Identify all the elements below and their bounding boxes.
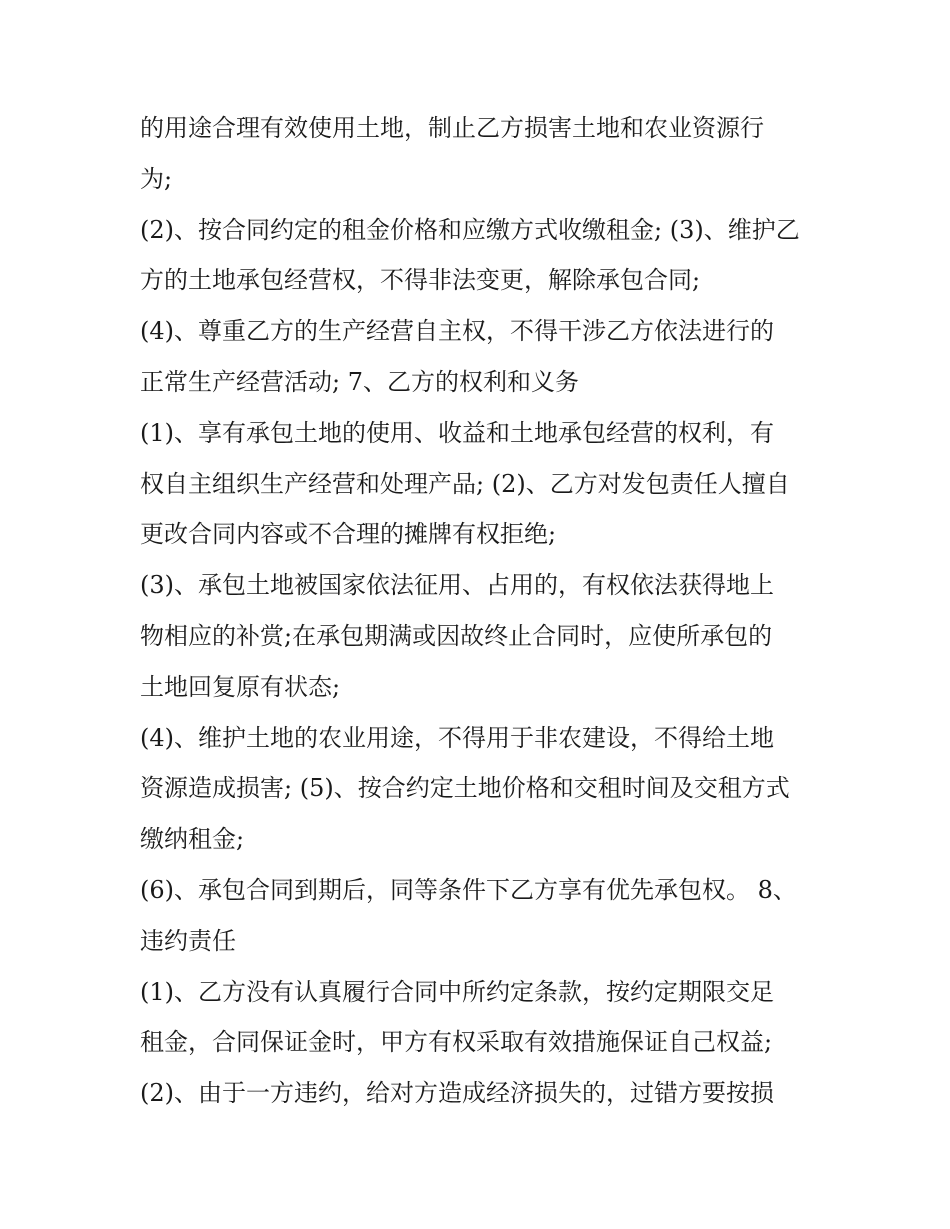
text-line: 资源造成损害; (5)、按合约定土地价格和交租时间及交租方式 <box>140 774 790 803</box>
text-line: (1)、乙方没有认真履行合同中所约定条款，按约定期限交足 <box>140 977 774 1006</box>
text-line: 更改合同内容或不合理的摊牌有权拒绝; <box>140 520 557 549</box>
text-line: (3)、承包土地被国家依法征用、占用的，有权依法获得地上 <box>140 571 774 600</box>
text-line: (4)、维护土地的农业用途，不得用于非农建设，不得给土地 <box>140 723 774 752</box>
text-line: (2)、由于一方违约，给对方造成经济损失的，过错方要按损 <box>140 1079 774 1108</box>
text-line: (4)、尊重乙方的生产经营自主权，不得干涉乙方依法进行的 <box>140 317 774 346</box>
text-line: 违约责任 <box>140 926 236 955</box>
text-line: (1)、享有承包土地的使用、收益和土地承包经营的权利，有 <box>140 418 774 447</box>
text-line: 土地回复原有状态; <box>140 672 341 701</box>
text-line: (2)、按合同约定的租金价格和应缴方式收缴租金; (3)、维护乙 <box>140 215 800 244</box>
text-line: 为; <box>140 164 173 193</box>
text-line: 权自主组织生产经营和处理产品; (2)、乙方对发包责任人擅自 <box>140 469 790 498</box>
text-line: (6)、承包合同到期后，同等条件下乙方享有优先承包权。 8、 <box>140 875 797 904</box>
text-line: 正常生产经营活动; 7、乙方的权利和义务 <box>140 367 579 396</box>
contract-text-body <box>140 103 820 1119</box>
text-line: 租金，合同保证金时，甲方有权采取有效措施保证自己权益; <box>140 1028 773 1057</box>
text-line: 方的土地承包经营权，不得非法变更，解除承包合同; <box>140 266 701 295</box>
text-line: 缴纳租金; <box>140 825 245 854</box>
text-line: 的用途合理有效使用土地，制止乙方损害土地和农业资源行 <box>140 114 764 142</box>
text-line: 物相应的补赏;在承包期满或因故终止合同时，应使所承包的 <box>140 621 773 650</box>
